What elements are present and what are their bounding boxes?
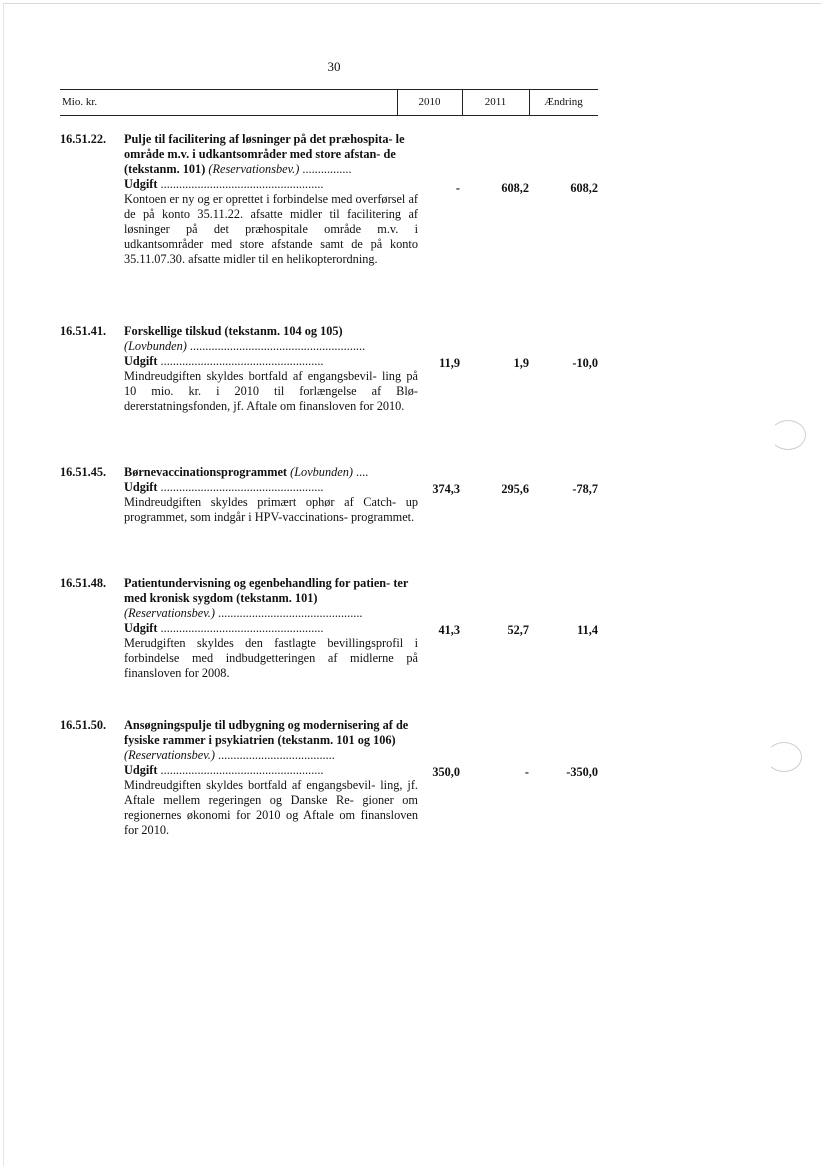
account-description: Mindreudgiften skyldes primært ophør af Catch- up programmet, som indgår i HPV-vaccinations- programmet. bbox=[124, 495, 418, 524]
value-2010: 374,3 bbox=[432, 482, 460, 496]
account-status: (Lovbunden) bbox=[124, 339, 187, 353]
account-description: Kontoen er ny og er oprettet i forbindelse med overførsel af de på konto 35.11.22. afsatte midler til facilitering af løsninger på det præhospitale område m.v. i udkantsområder med store afstande samt de på konto 35.11.07.30. afsatte midler til en helikopterordning. bbox=[124, 192, 418, 266]
account-number: 16.51.41. bbox=[60, 324, 107, 338]
dot-leader: ...................................... bbox=[214, 748, 335, 762]
account-title: Ansøgningspulje til udbygning og modernisering af de fysiske rammer i psykiatrien (tekstanm. 101 og 106) bbox=[124, 718, 409, 747]
account-number: 16.51.45. bbox=[60, 465, 107, 479]
value-2011: 295,6 bbox=[501, 482, 529, 496]
account-title: Pulje til facilitering af løsninger på det præhospita- le område m.v. i udkantsområder med store afstan- de (tekstanm. 101) bbox=[124, 132, 405, 176]
col-change-label: Ændring bbox=[544, 96, 583, 108]
value-change: 11,4 bbox=[577, 623, 598, 637]
account-description: Mindreudgiften skyldes bortfald af engangsbevil- ling på 10 mio. kr. i 2010 til forlængelse af Blø- dererstatningsfonden, jf. Aftale om finansloven for 2010. bbox=[124, 369, 418, 413]
punch-hole-mark bbox=[766, 742, 802, 772]
value-2011: 608,2 bbox=[501, 181, 529, 195]
value-2010: - bbox=[455, 181, 460, 195]
entry-body bbox=[124, 465, 418, 525]
account-title: Patientundervisning og egenbehandling for patien- ter med kronisk sygdom (tekstanm. 101) bbox=[124, 576, 409, 605]
value-change: -78,7 bbox=[572, 482, 598, 496]
udgift-label: Udgift bbox=[124, 354, 158, 368]
account-number: 16.51.48. bbox=[60, 576, 107, 590]
value-2010: 11,9 bbox=[439, 356, 460, 370]
entry-body bbox=[124, 324, 418, 414]
dot-leader: ..................................................... bbox=[157, 354, 324, 368]
value-2011: 52,7 bbox=[507, 623, 529, 637]
dot-leader: ..................................................... bbox=[157, 177, 324, 191]
dot-leader: ..................................................... bbox=[157, 763, 324, 777]
dot-leader: ......................................................... bbox=[186, 339, 366, 353]
header-top-rule bbox=[60, 89, 598, 90]
account-status: (Lovbunden) bbox=[290, 465, 353, 479]
column-header bbox=[60, 89, 598, 116]
udgift-label: Udgift bbox=[124, 763, 158, 777]
value-change: 608,2 bbox=[570, 181, 598, 195]
udgift-label: Udgift bbox=[124, 621, 158, 635]
unit-label: Mio. kr. bbox=[62, 96, 98, 108]
value-2010: 41,3 bbox=[438, 623, 460, 637]
account-number: 16.51.50. bbox=[60, 718, 107, 732]
value-change: -10,0 bbox=[572, 356, 598, 370]
account-title: Børnevaccinationsprogrammet bbox=[124, 465, 288, 479]
value-2010: 350,0 bbox=[432, 765, 460, 779]
header-bottom-rule bbox=[60, 115, 598, 116]
dot-leader: ..................................................... bbox=[157, 621, 324, 635]
value-2011: 1,9 bbox=[513, 356, 529, 370]
account-status: (Reservationsbev.) bbox=[124, 748, 215, 762]
value-change: -350,0 bbox=[566, 765, 598, 779]
account-description: Mindreudgiften skyldes bortfald af engangsbevil- ling, jf. Aftale mellem regeringen og Danske Re- gioner om regionernes økonomi for 2010 og Aftale om finansloven for 2010. bbox=[124, 778, 418, 837]
dot-leader: ............................................... bbox=[214, 606, 363, 620]
entry-body bbox=[124, 576, 418, 681]
page-number: 30 bbox=[327, 59, 341, 74]
account-description: Merudgiften skyldes den fastlagte bevillingsprofil i forbindelse med indbudgetteringen af midlerne på finansloven for 2008. bbox=[124, 636, 418, 680]
col-2010-label: 2010 bbox=[418, 96, 441, 108]
dot-leader: .... bbox=[352, 465, 369, 479]
udgift-label: Udgift bbox=[124, 480, 158, 494]
col-2011-label: 2011 bbox=[484, 96, 507, 108]
entry-body bbox=[124, 718, 418, 838]
value-2011: - bbox=[524, 765, 529, 779]
dot-leader: ................ bbox=[299, 162, 352, 176]
entry-body bbox=[124, 132, 418, 267]
account-number: 16.51.22. bbox=[60, 132, 107, 146]
punch-hole-mark bbox=[770, 420, 806, 450]
dot-leader: ..................................................... bbox=[157, 480, 324, 494]
account-status: (Reservationsbev.) bbox=[208, 162, 300, 176]
account-title: Forskellige tilskud (tekstanm. 104 og 105) bbox=[124, 324, 343, 338]
account-status: (Reservationsbev.) bbox=[124, 606, 215, 620]
udgift-label: Udgift bbox=[124, 177, 158, 191]
